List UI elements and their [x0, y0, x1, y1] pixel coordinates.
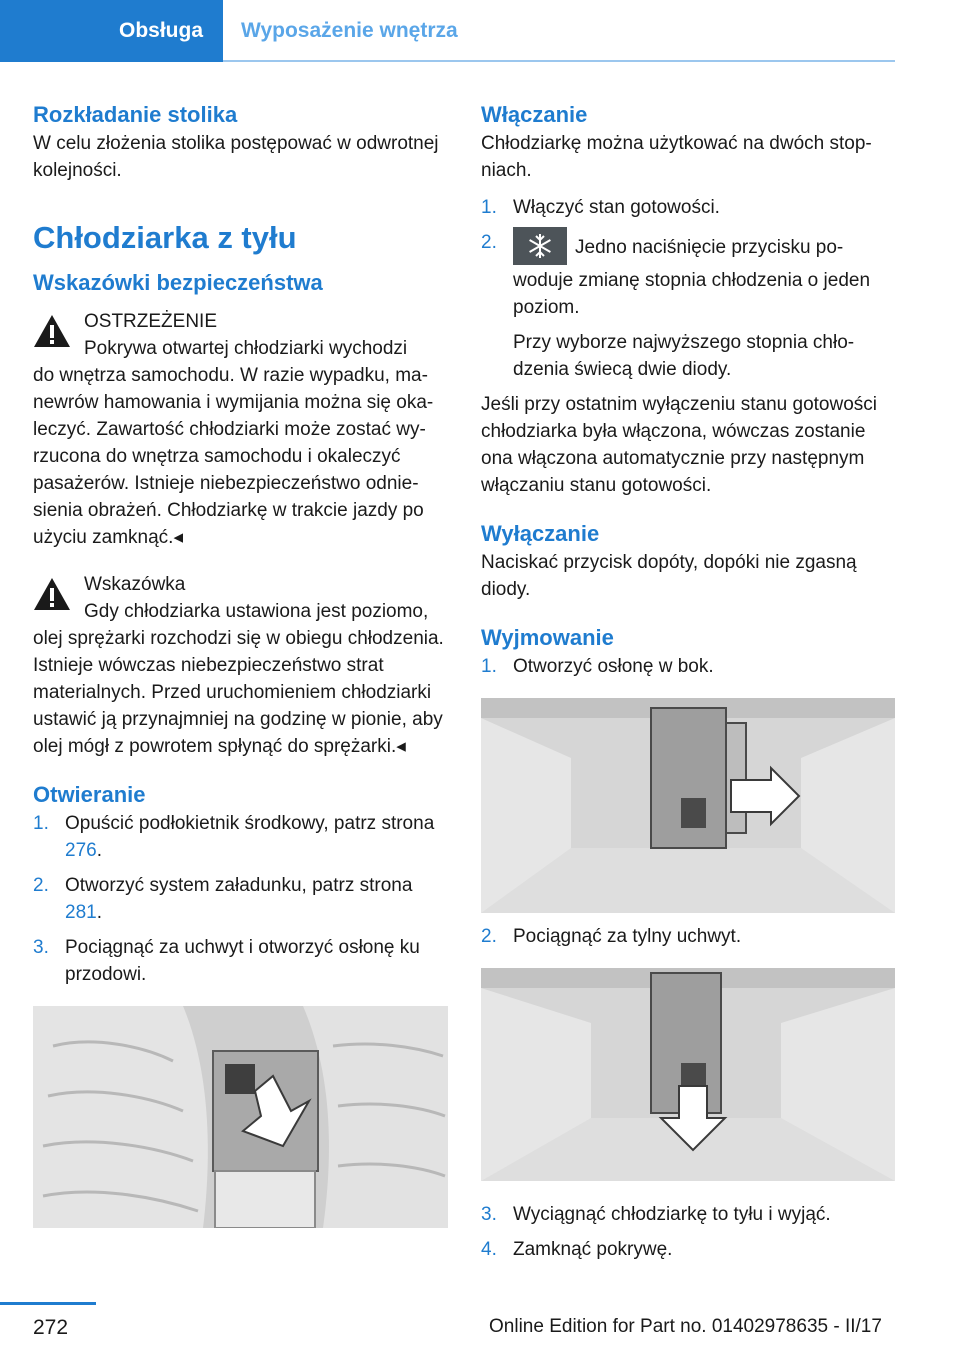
- warning-triangle-icon: [33, 314, 71, 348]
- step-text: Wyciągnąć chłodziarkę to tyłu i wyjąć.: [513, 1204, 831, 1225]
- note-text-first-line: Gdy chłodziarka ustawiona jest poziomo,: [84, 601, 429, 622]
- list-item: [481, 1201, 895, 1228]
- snowflake-icon: [513, 227, 567, 265]
- page-header: [0, 0, 960, 62]
- step-end: .: [96, 840, 102, 861]
- heading-switching-on: Włączanie: [481, 102, 588, 127]
- list-item: [33, 872, 448, 926]
- list-item: [481, 229, 895, 383]
- step-number: 2.: [481, 926, 497, 947]
- page-link-281[interactable]: 281: [65, 902, 97, 923]
- step-number: 1.: [481, 656, 497, 677]
- page-link-276[interactable]: 276: [65, 840, 97, 861]
- note-title: Wskazówka: [84, 574, 186, 595]
- step-number: 1.: [481, 197, 497, 218]
- step-number: 1.: [33, 813, 49, 834]
- warning-title: OSTRZEŻENIE: [84, 311, 218, 332]
- remove-steps-1: [481, 653, 895, 680]
- remove-steps-3: [481, 1201, 895, 1263]
- list-item: [481, 653, 895, 680]
- switch-on-steps: [481, 194, 895, 383]
- note-text: olej sprężarki rozchodzi się w obiegu chłodzenia. Istnieje wówczas niebezpieczeństwo strat materialnych. Przed uruchomieniem chłodziarki ustawić ją przynajmniej na godzinę w pionie, aby olej mógł z powrotem spłynąć do sprężarki.◂: [33, 628, 444, 757]
- step-number: 3.: [33, 937, 49, 958]
- list-item: [33, 934, 448, 988]
- pull-rear-handle-image: [481, 968, 895, 1181]
- heading-rear-fridge: Chłodziarka z tyłu: [33, 220, 297, 255]
- step-number: 2.: [33, 875, 49, 896]
- cooling-button-image: [513, 227, 567, 265]
- step-number: 2.: [481, 232, 497, 253]
- step-text: Pociągnąć za uchwyt i otworzyć osłonę ku przodowi.: [65, 937, 420, 985]
- heading-fold-table: Rozkładanie stolika: [33, 102, 238, 127]
- remove-steps-2: [481, 923, 895, 950]
- header-divider: [223, 60, 895, 62]
- edition-info: Online Edition for Part no. 01402978635 - II/17: [489, 1316, 882, 1337]
- para-auto-on: Jeśli przy ostatnim wyłączeniu stanu gotowości chłodziarka była włączona, wówczas zostanie ona włączona automatycznie przy następnym włączaniu stanu gotowości.: [481, 394, 878, 496]
- warning-text: do wnętrza samochodu. W razie wypadku, manewrów hamowania i wymijania można się okaleczyć. Zawartość chłodziarki może zostać wyrzucona do wnętrza samochodu i okaleczyć pasażerów. Istnieje niebezpieczeństwo odniesienia obrażeń. Chłodziarkę w trakcie jazdy po użyciu zamknąć.◂: [33, 365, 434, 548]
- para-switch-off: Naciskać przycisk dopóty, dopóki nie zgasną diody.: [481, 552, 857, 600]
- list-item: [481, 923, 895, 950]
- step-text: Włączyć stan gotowości.: [513, 197, 720, 218]
- step-text: Zamknąć pokrywę.: [513, 1239, 673, 1260]
- note-block: [33, 571, 448, 760]
- step-text: Pociągnąć za tylny uchwyt.: [513, 926, 742, 947]
- tab-obsluga[interactable]: Obsługa: [0, 0, 223, 62]
- step-number: 3.: [481, 1204, 497, 1225]
- warning-text-first-line: Pokrywa otwartej chłodziarki wychodzi: [84, 338, 408, 359]
- step-text: Jedno naciśnięcie przycisku powoduje zmianę stopnia chłodzenia o jeden poziom.: [513, 237, 871, 318]
- step-number: 4.: [481, 1239, 497, 1260]
- step-text: Opuścić podłokietnik środkowy, patrz strona: [65, 813, 435, 834]
- heading-safety-notes: Wskazówki bezpieczeństwa: [33, 270, 323, 295]
- list-item: [481, 1236, 895, 1263]
- step-text: Otworzyć system załadunku, patrz strona: [65, 875, 413, 896]
- opening-steps: [33, 810, 448, 988]
- para-fold-table: W celu złożenia stolika postępować w odwrotnej kolejności.: [33, 133, 439, 181]
- tab-wyposazenie-wnetrza[interactable]: Wyposażenie wnętrza: [241, 19, 458, 42]
- heading-opening: Otwieranie: [33, 782, 146, 807]
- right-column: [481, 100, 895, 1271]
- para-two-levels: Chłodziarkę można użytkować na dwóch stopniach.: [481, 133, 872, 181]
- page-number: 272: [33, 1316, 69, 1339]
- armrest-opening-image: [33, 1006, 448, 1228]
- open-cover-side-image: [481, 698, 895, 913]
- step-note: Przy wyborze najwyższego stopnia chłodzenia świecą dwie diody.: [513, 332, 855, 380]
- step-text: Otworzyć osłonę w bok.: [513, 656, 714, 677]
- list-item: [33, 810, 448, 864]
- step-end: .: [96, 902, 102, 923]
- warning-block: [33, 308, 448, 551]
- heading-switching-off: Wyłączanie: [481, 521, 600, 546]
- list-item: [481, 194, 895, 221]
- footer-divider: [0, 1302, 96, 1305]
- left-column: [33, 100, 448, 1228]
- warning-triangle-icon: [33, 577, 71, 611]
- heading-removing: Wyjmowanie: [481, 625, 614, 650]
